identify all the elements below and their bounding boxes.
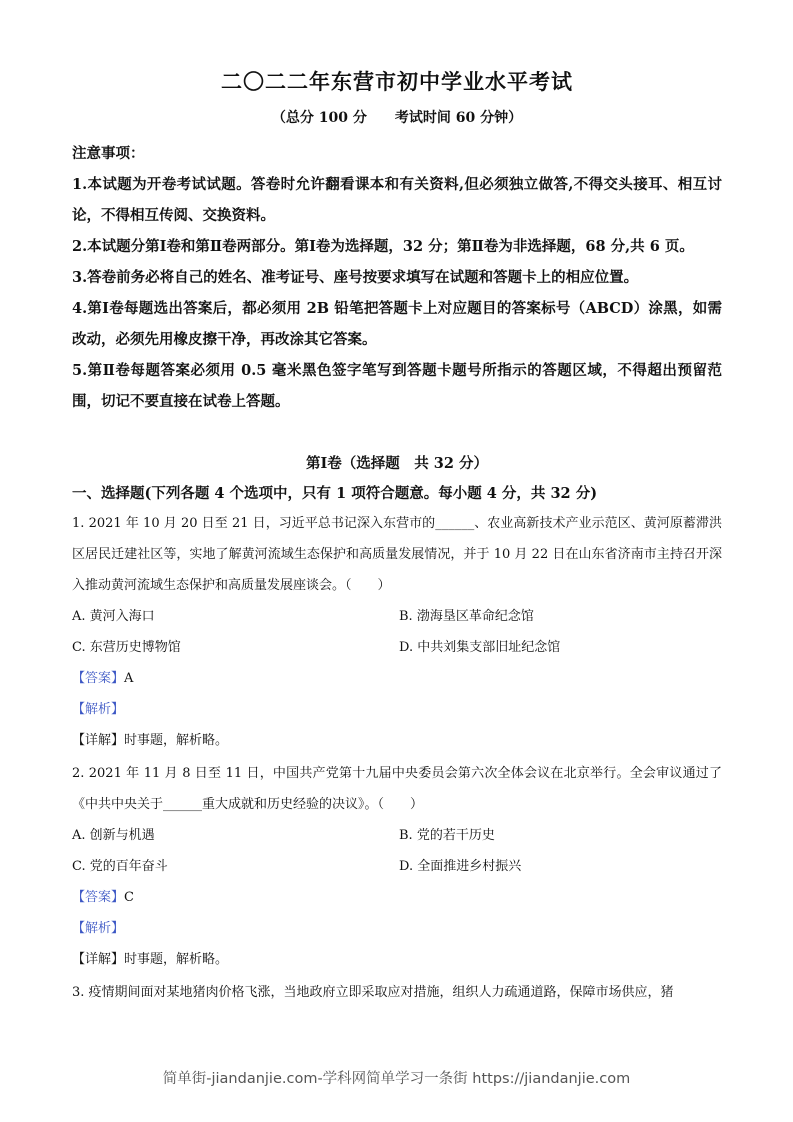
section-heading: 第Ⅰ卷（选择题 共 32 分） bbox=[305, 455, 489, 472]
part-heading: 一、选择题(下列各题 4 个选项中，只有 1 项符合题意。每小题 4 分，共 32 分) bbox=[72, 485, 598, 502]
question-2-options bbox=[72, 820, 722, 882]
detail-label: 【详解】 bbox=[72, 952, 125, 967]
page-subtitle: （总分 100 分 考试时间 60 分钟） bbox=[271, 110, 523, 126]
detail-label: 【详解】 bbox=[72, 733, 125, 748]
page-title: 二〇二二年东营市初中学业水平考试 bbox=[221, 69, 573, 94]
notes-list bbox=[72, 169, 722, 417]
analysis-label: 【解析】 bbox=[72, 702, 125, 717]
option-b: B. 渤海垦区革命纪念馆 bbox=[399, 609, 534, 624]
answer-line bbox=[72, 882, 134, 913]
question-text: 2. 2021 年 11 月 8 日至 11 日，中国共产党第十九届中央委员会第六次全体会议在北京举行。全会审议通过了《中共中央关于______重大成就和历史经验的决议》。（ ） bbox=[72, 766, 722, 812]
question-text: 3. 疫情期间面对某地猪肉价格飞涨，当地政府立即采取应对措施，组织人力疏通道路，保障市场供应，猪 bbox=[72, 985, 674, 1000]
question-text: 1. 2021 年 10 月 20 日至 21 日，习近平总书记深入东营市的______、农业高新技术产业示范区、黄河原蓄滞洪区居民迁建社区等，实地了解黄河流域生态保护和高质量发展情况，并于 10 月 22 日在山东省济南市主持召开深入推动黄河流域生态保护和高质量发展座谈会。（ ） bbox=[72, 516, 722, 593]
detail-line bbox=[72, 944, 228, 975]
footer-watermark[interactable]: 简单街-jiandanjie.com-学科网简单学习一条街 https://jiandanjie.com bbox=[162, 1071, 631, 1087]
detail-text: 时事题，解析略。 bbox=[124, 952, 229, 967]
answer-value: A bbox=[124, 671, 134, 686]
note-item: 5.第Ⅱ卷每题答案必须用 0.5 毫米黑色签字笔写到答题卡题号所指示的答题区域，不得超出预留范围，切记不要直接在试卷上答题。 bbox=[72, 362, 722, 410]
question-3 bbox=[72, 977, 722, 1008]
notes-heading: 注意事项： bbox=[72, 145, 145, 162]
detail-text: 时事题，解析略。 bbox=[124, 733, 229, 748]
question-1-options bbox=[72, 601, 722, 663]
option-c: C. 东营历史博物馆 bbox=[72, 640, 181, 655]
note-item: 3.答卷前务必将自己的姓名、准考证号、座号按要求填写在试题和答题卡上的相应位置。 bbox=[72, 269, 639, 286]
option-d: D. 全面推进乡村振兴 bbox=[399, 859, 522, 874]
option-d: D. 中共刘集支部旧址纪念馆 bbox=[399, 640, 561, 655]
option-a: A. 黄河入海口 bbox=[72, 609, 155, 624]
question-1 bbox=[72, 508, 722, 601]
answer-label: 【答案】 bbox=[72, 890, 125, 905]
answer-line bbox=[72, 663, 133, 694]
answer-label: 【答案】 bbox=[72, 671, 125, 686]
note-item: 4.第Ⅰ卷每题选出答案后，都必须用 2B 铅笔把答题卡上对应题目的答案标号（ABCD）涂黑，如需改动，必须先用橡皮擦干净，再改涂其它答案。 bbox=[72, 300, 722, 348]
analysis-label: 【解析】 bbox=[72, 921, 125, 936]
detail-line bbox=[72, 725, 228, 756]
option-c: C. 党的百年奋斗 bbox=[72, 859, 168, 874]
answer-value: C bbox=[124, 890, 134, 905]
note-item: 1.本试题为开卷考试试题。答卷时允许翻看课本和有关资料,但必须独立做答,不得交头接耳、相互讨论，不得相互传阅、交换资料。 bbox=[72, 176, 722, 224]
option-a: A. 创新与机遇 bbox=[72, 828, 155, 843]
note-item: 2.本试题分第Ⅰ卷和第Ⅱ卷两部分。第Ⅰ卷为选择题，32 分；第Ⅱ卷为非选择题，68 分,共 6 页。 bbox=[72, 238, 694, 255]
option-b: B. 党的若干历史 bbox=[399, 828, 495, 843]
question-2 bbox=[72, 758, 722, 820]
